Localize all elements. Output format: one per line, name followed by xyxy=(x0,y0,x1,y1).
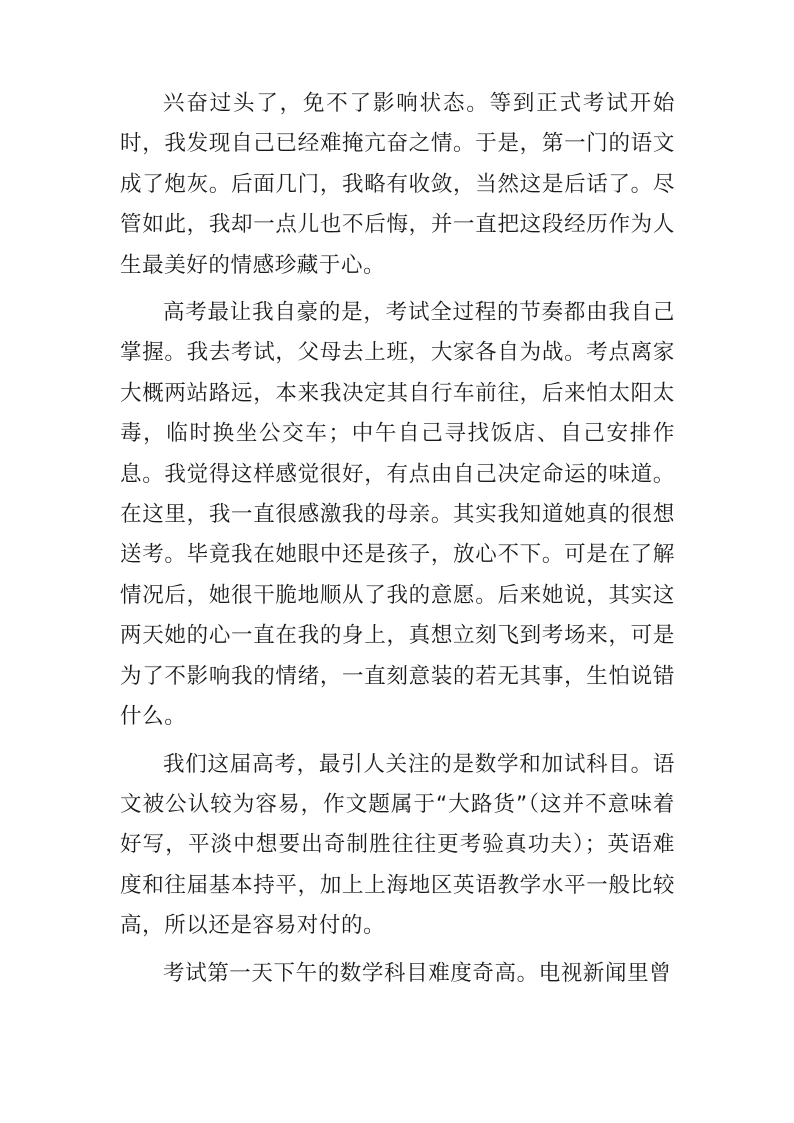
paragraph-1: 兴奋过头了，免不了影响状态。等到正式考试开始时，我发现自己已经难掩亢奋之情。于是，第一门的语文成了炮灰。后面几门，我略有收敛，当然这是后话了。尽管如此，我却一点儿也不后悔，并一直把这段经历作为人生最美好的情感珍藏于心。 xyxy=(120,91,675,278)
body-text xyxy=(120,84,675,994)
paragraph-4: 考试第一天下午的数学科目难度奇高。电视新闻里曾 xyxy=(163,960,672,986)
paragraph-3: 我们这届高考，最引人关注的是数学和加试科目。语文被公认较为容易，作文题属于“大路货”（这并不意味着好写，平淡中想要出奇制胜往往更考验真功夫）；英语难度和往届基本持平，加上上海地区英语教学水平一般比较高，所以还是容易对付的。 xyxy=(120,751,675,939)
paragraph-2: 高考最让我自豪的是，考试全过程的节奏都由我自己掌握。我去考试，父母去上班，大家各自为战。考点离家大概两站路远，本来我决定其自行车前往，后来怕太阳太毒，临时换坐公交车；中午自己寻找饭店、自己安排作息。我觉得这样感觉很好，有点由自己决定命运的味道。在这里，我一直很感激我的母亲。其实我知道她真的很想送考。毕竟我在她眼中还是孩子，放心不下。可是在了解情况后，她很干脆地顺从了我的意愿。后来她说，其实这两天她的心一直在我的身上，真想立刻飞到考场来，可是为了不影响我的情绪，一直刻意装的若无其事，生怕说错什么。 xyxy=(120,300,675,730)
